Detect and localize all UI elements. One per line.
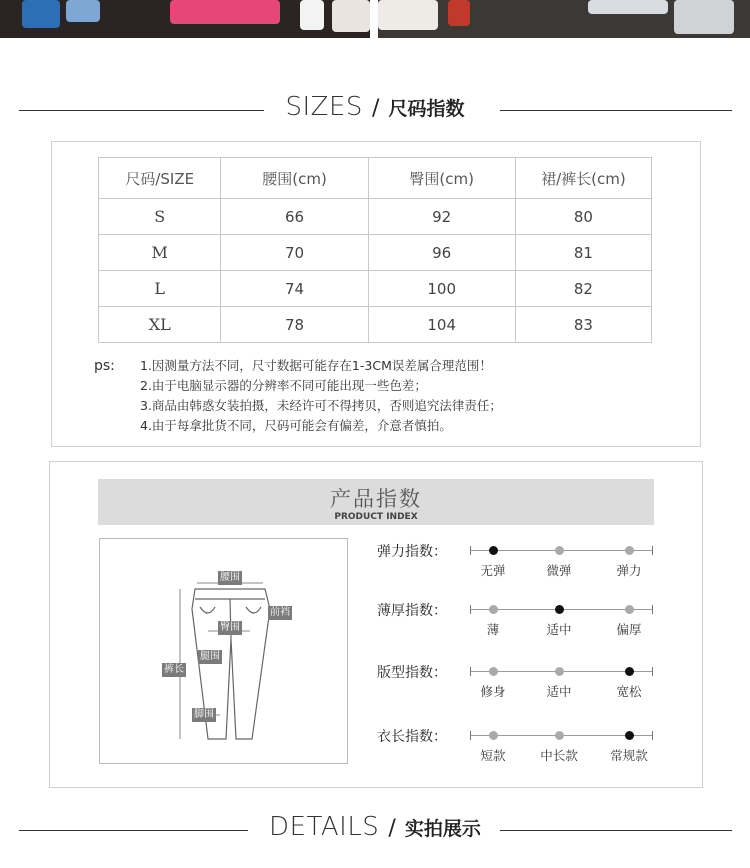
index-label: 衣长指数： [377, 729, 447, 745]
index-option-label: 修身 [480, 684, 506, 699]
index-option-label: 常规款 [610, 748, 648, 763]
col-header-length: 裙/裤长(cm) [515, 158, 651, 199]
col-header-size: 尺码/SIZE [99, 158, 221, 199]
length-cell: 80 [515, 199, 651, 235]
index-dot-selected [625, 667, 634, 676]
size-cell: L [99, 271, 221, 307]
index-dot-selected [489, 546, 498, 555]
index-dot [489, 605, 498, 614]
index-option-label: 弹力 [616, 563, 642, 578]
hip-cell: 100 [368, 271, 515, 307]
index-track-end [470, 667, 471, 676]
length-cell: 81 [515, 235, 651, 271]
index-option-label: 薄 [486, 622, 500, 637]
index-option-label: 中长款 [540, 748, 578, 763]
index-label: 弹力指数： [377, 544, 447, 560]
waist-cell: 78 [221, 307, 368, 343]
sizes-heading-en: SIZES [285, 92, 363, 122]
waist-cell: 74 [221, 271, 368, 307]
index-dot [625, 605, 634, 614]
index-label: 版型指数： [377, 665, 447, 681]
index-option-label: 适中 [546, 684, 572, 699]
index-track-end [652, 605, 653, 614]
hip-cell: 96 [368, 235, 515, 271]
sizes-heading-cn: 尺码指数 [388, 98, 465, 120]
sizes-heading-sep: / [371, 96, 380, 121]
waist-cell: 70 [221, 235, 368, 271]
index-option-label: 无弹 [480, 563, 506, 578]
tag-hem: 脚围 [194, 709, 214, 720]
tag-thigh: 腿围 [200, 651, 220, 662]
tag-length: 裤长 [164, 664, 184, 675]
index-dot-selected [625, 731, 634, 740]
index-dot-selected [555, 605, 564, 614]
table-row [99, 271, 652, 307]
product-index-banner [98, 479, 654, 525]
size-cell: XL [99, 307, 221, 343]
note-item: 2.由于电脑显示器的分辨率不同可能出现一些色差； [140, 378, 427, 393]
index-option-label: 适中 [546, 622, 572, 637]
hip-cell: 92 [368, 199, 515, 235]
length-cell: 82 [515, 271, 651, 307]
details-heading-sep: / [388, 816, 396, 841]
note-item: 4.由于每拿批货不同，尺码可能会有偏差，介意者慎拍。 [140, 418, 452, 433]
index-label: 薄厚指数： [377, 603, 447, 619]
details-heading-en: DETAILS [269, 812, 380, 842]
index-track-end [652, 546, 653, 555]
table-row [99, 235, 652, 271]
size-table-header [99, 158, 652, 199]
sizes-heading [0, 92, 750, 128]
index-option-label: 宽松 [616, 684, 642, 699]
table-row [99, 199, 652, 235]
product-index-title: 产品指数 [330, 487, 422, 511]
index-track-end [470, 605, 471, 614]
index-track-end [470, 731, 471, 740]
index-dot [489, 731, 498, 740]
size-table [98, 157, 652, 343]
product-index-subtitle: PRODUCT INDEX [334, 512, 418, 522]
note-item: 1.因测量方法不同，尺寸数据可能存在1-3CM误差属合理范围！ [140, 358, 492, 373]
index-dot [625, 546, 634, 555]
size-cell: M [99, 235, 221, 271]
hip-cell: 104 [368, 307, 515, 343]
index-dot [555, 667, 564, 676]
index-dot [555, 546, 564, 555]
tag-waist: 腰围 [220, 572, 240, 583]
index-option-label: 偏厚 [616, 622, 642, 637]
product-photo-right [378, 0, 750, 38]
index-track-end [652, 731, 653, 740]
waist-cell: 66 [221, 199, 368, 235]
notes-prefix: ps: [94, 358, 115, 374]
index-option-label: 微弹 [546, 563, 572, 578]
details-heading [0, 812, 750, 848]
tag-crotch: 前裆 [270, 607, 290, 618]
index-track-end [470, 546, 471, 555]
note-item: 3.商品由韩惑女装拍摄，未经许可不得拷贝，否则追究法律责任； [140, 398, 502, 413]
tag-hip: 臀围 [220, 622, 240, 633]
table-row [99, 307, 652, 343]
index-dot [489, 667, 498, 676]
product-photo-left [0, 0, 370, 38]
size-cell: S [99, 199, 221, 235]
details-heading-cn: 实拍展示 [404, 818, 481, 840]
col-header-waist: 腰围(cm) [221, 158, 368, 199]
index-dot [555, 731, 564, 740]
index-option-label: 短款 [480, 748, 506, 763]
length-cell: 83 [515, 307, 651, 343]
index-track-end [652, 667, 653, 676]
pants-diagram [99, 538, 348, 764]
col-header-hip: 臀围(cm) [368, 158, 515, 199]
